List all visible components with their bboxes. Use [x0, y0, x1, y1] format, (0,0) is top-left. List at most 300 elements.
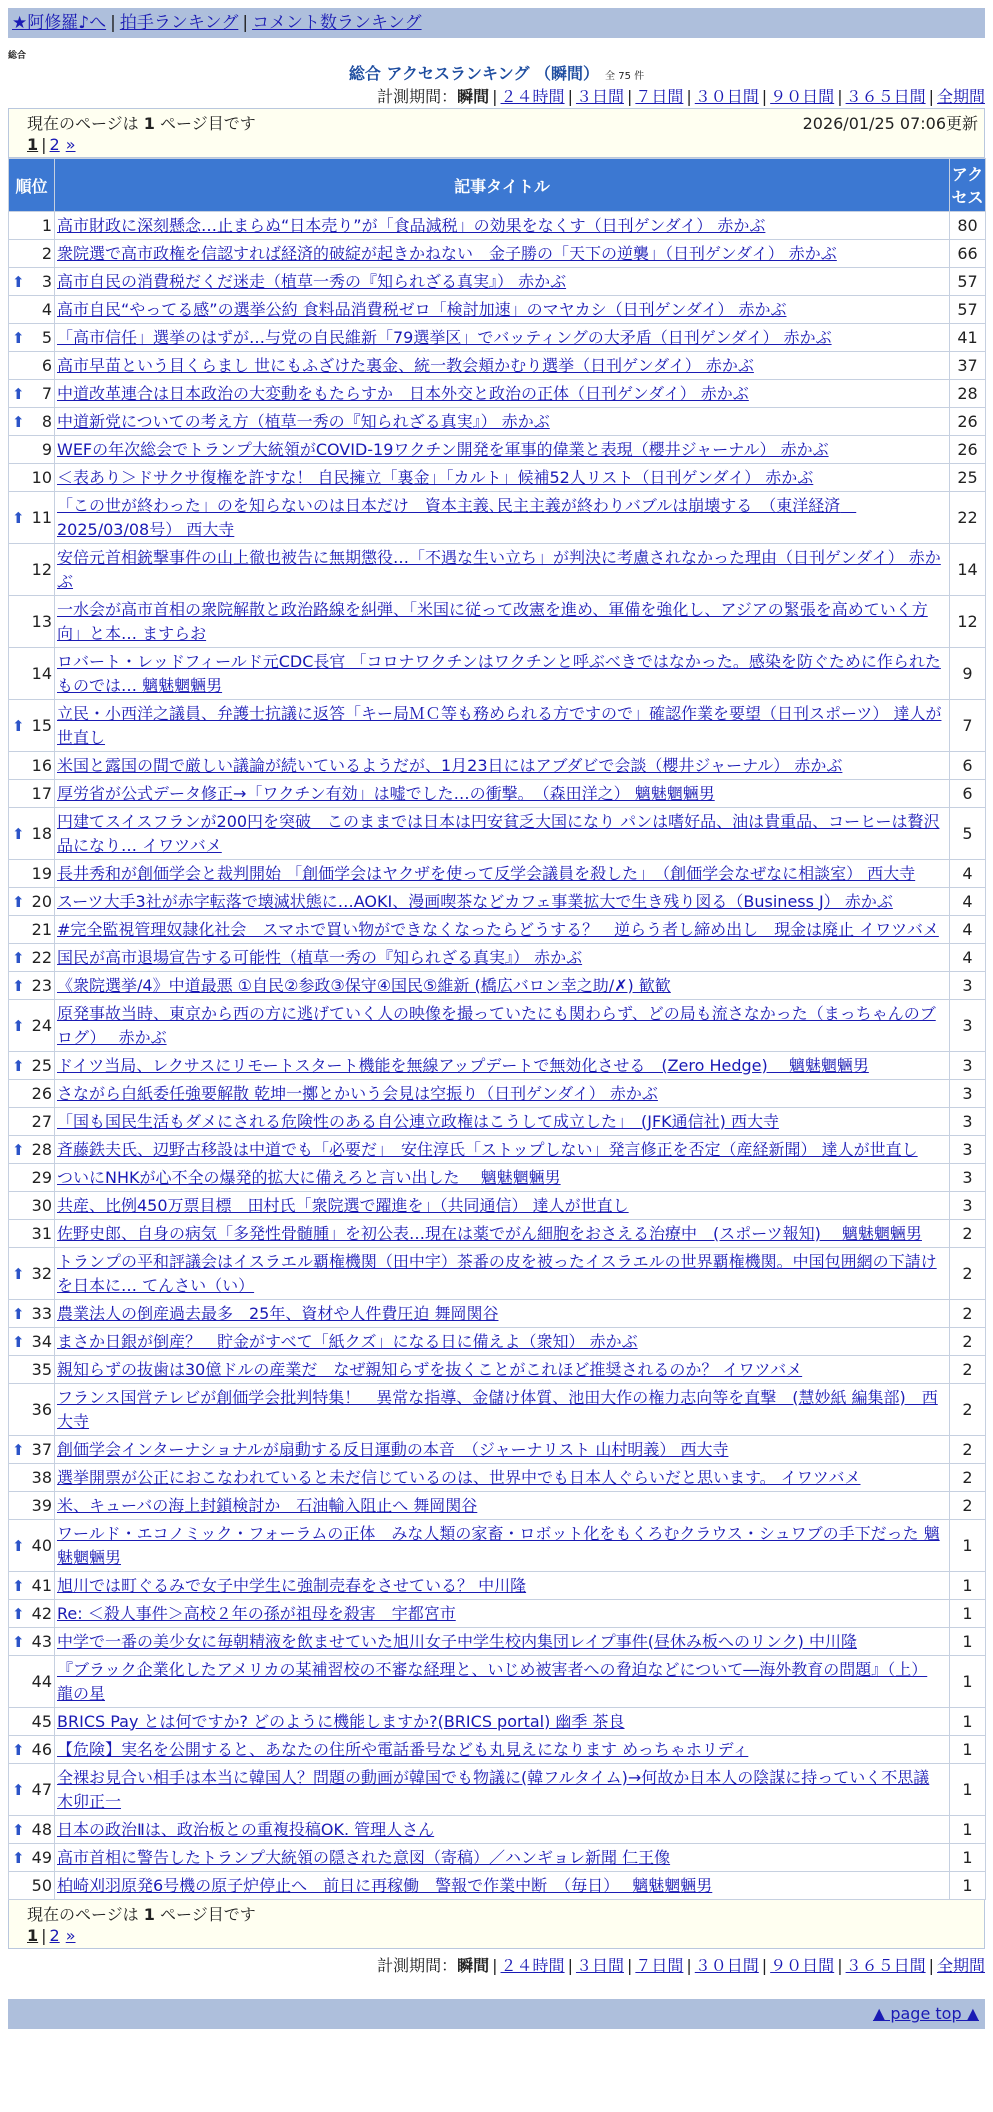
rank-cell — [9, 1844, 55, 1872]
title-cell — [55, 780, 950, 808]
article-link[interactable]: トランプの平和評議会はイスラエル覇権機関（田中宇）茶番の皮を被ったイスラエルの世界覇権機関。中国包囲網の下請けを日本に… てんさい（い） — [57, 1251, 937, 1295]
access-count: 14 — [950, 544, 986, 596]
rank-cell — [9, 1192, 55, 1220]
rank-number: 2 — [41, 244, 52, 263]
article-link[interactable]: 斉藤鉄夫氏、辺野古移設は中道でも「必要だ」 安住淳氏「ストップしない」発言修正を否定（産経新聞） 達人が世直し — [57, 1139, 918, 1159]
rank-cell — [9, 860, 55, 888]
rank-cell — [9, 1108, 55, 1136]
table-row — [9, 752, 986, 780]
article-link[interactable]: BRICS Pay とは何ですか? どのように機能しますか?(BRICS portal) 幽季 茶良 — [57, 1711, 625, 1731]
table-row — [9, 860, 986, 888]
up-arrow-icon: ⬆ — [12, 1304, 25, 1323]
rank-cell — [9, 808, 55, 860]
article-link[interactable]: 高市財政に深刻懸念…止まらぬ“日本売り”が「食品減税」の効果をなくす（日刊ゲンダイ） 赤かぶ — [57, 215, 766, 235]
access-count: 1 — [950, 1816, 986, 1844]
period-separator: | — [761, 1956, 768, 1975]
title-cell — [55, 1220, 950, 1248]
rank-number: 37 — [31, 1440, 52, 1459]
title-cell — [55, 1164, 950, 1192]
article-link[interactable]: 安倍元首相銃撃事件の山上徹也被告に無期懲役…「不遇な生い立ち」が判決に考慮されなかった理由（日刊ゲンダイ） 赤かぶ — [57, 547, 941, 591]
up-arrow-icon: ⬆ — [12, 1056, 25, 1075]
table-row — [9, 1492, 986, 1520]
article-link[interactable]: 旭川では町ぐるみで女子中学生に強制売春をさせている？ 中川隆 — [57, 1575, 527, 1595]
page-container — [8, 8, 985, 2029]
rank-number: 36 — [31, 1400, 52, 1419]
table-row — [9, 1844, 986, 1872]
article-link[interactable]: 全裸お見合い相手は本当に韓国人？問題の動画が韓国でも物議に(韓フルタイム)→何故か日本人の陰謀に持っていく不思議 木卯正一 — [57, 1767, 930, 1811]
rank-cell — [9, 648, 55, 700]
rank-number: 8 — [41, 412, 52, 431]
access-count: 1 — [950, 1872, 986, 1900]
rank-number: 20 — [31, 892, 52, 911]
article-link[interactable]: 共産、比例450万票目標 田村氏「衆院選で躍進を」（共同通信） 達人が世直し — [57, 1195, 629, 1215]
rank-cell — [9, 1656, 55, 1708]
table-row — [9, 1108, 986, 1136]
rank-cell — [9, 1708, 55, 1736]
article-link[interactable]: #完全監視管理奴隷化社会 スマホで買い物ができなくなったらどうする？ 逆らう者し締め出し 現金は廃止 イワツバメ — [57, 919, 939, 939]
access-count: 2 — [950, 1356, 986, 1384]
article-link[interactable]: 佐野史郎、自身の病気「多発性骨髄腫」を初公表…現在は薬でがん細胞をおさえる治療中 (スポーツ報知) 魑魅魍魎男 — [57, 1223, 922, 1243]
title-cell — [55, 1356, 950, 1384]
rank-cell — [9, 1248, 55, 1300]
access-count: 57 — [950, 296, 986, 324]
rank-number: 46 — [31, 1740, 52, 1759]
title-cell — [55, 464, 950, 492]
access-count: 80 — [950, 212, 986, 240]
article-link[interactable]: 『ブラック企業化したアメリカの某補習校の不審な経理と、いじめ被害者への脅迫などについて―海外教育の問題』（上） 龍の星 — [57, 1659, 928, 1703]
table-row — [9, 1220, 986, 1248]
comment-ranking-link[interactable]: コメント数ランキング — [252, 13, 422, 33]
table-row — [9, 596, 986, 648]
up-arrow-icon: ⬆ — [12, 948, 25, 967]
access-count: 3 — [950, 1192, 986, 1220]
pager-next-link[interactable]: » — [65, 135, 76, 154]
title-cell — [55, 544, 950, 596]
article-link[interactable]: 立民・小西洋之議員、弁護士抗議に返答「キー局ＭＣ等も務められる方ですので」確認作業を要望（日刊スポーツ） 達人が世直し — [57, 703, 942, 747]
ranking-heading — [8, 62, 985, 86]
article-link[interactable]: さながら白紙委任強要解散 乾坤一擲とかいう会見は空振り（日刊ゲンダイ） 赤かぶ — [57, 1083, 658, 1103]
rank-cell — [9, 352, 55, 380]
rank-cell — [9, 296, 55, 324]
up-arrow-icon: ⬆ — [12, 1604, 25, 1623]
article-link[interactable]: 柏崎刈羽原発6号機の原子炉停止へ 前日に再稼働 警報で作業中断 （毎日） 魑魅魍魎男 — [57, 1875, 713, 1895]
article-link[interactable]: 高市自民の消費税だくだ迷走（植草一秀の『知られざる真実』） 赤かぶ — [57, 271, 567, 291]
period-separator: | — [686, 1956, 692, 1975]
rank-cell — [9, 1300, 55, 1328]
rank-cell — [9, 700, 55, 752]
table-row — [9, 1328, 986, 1356]
clap-ranking-link[interactable]: 拍手ランキング — [119, 13, 239, 33]
nav-separator: | — [242, 13, 249, 33]
up-arrow-icon: ⬆ — [12, 1740, 25, 1759]
article-link[interactable]: 高市早苗という目くらまし 世にもふざけた裏金、統一教会頬かむり選挙（日刊ゲンダイ） 赤かぶ — [57, 355, 754, 375]
period-current: 瞬間 — [457, 87, 490, 106]
period-link[interactable]: ７日間 — [635, 87, 684, 106]
section-tag: 総合 — [8, 51, 27, 61]
page-title: 総合 アクセスランキング （瞬間） — [348, 64, 600, 83]
access-count: 1 — [950, 1520, 986, 1572]
rank-number: 7 — [41, 384, 52, 403]
rank-cell — [9, 596, 55, 648]
title-cell — [55, 1436, 950, 1464]
article-link[interactable]: 農業法人の倒産過去最多 25年、資材や人件費圧迫 舞岡関谷 — [57, 1303, 499, 1323]
page-top-link[interactable]: ▲ page top ▲ — [872, 2004, 979, 2023]
title-cell — [55, 268, 950, 296]
rank-cell — [9, 1000, 55, 1052]
table-row — [9, 352, 986, 380]
table-row — [9, 1164, 986, 1192]
rank-number: 48 — [31, 1820, 52, 1839]
rank-number: 31 — [31, 1224, 52, 1243]
up-arrow-icon: ⬆ — [12, 1016, 25, 1035]
up-arrow-icon: ⬆ — [12, 1140, 25, 1159]
table-row — [9, 1356, 986, 1384]
rank-cell — [9, 1628, 55, 1656]
period-selector-bottom — [8, 1951, 985, 1981]
article-link[interactable]: 《衆院選挙/4》中道最悪 ①自民②参政③保守④国民⑤維新 (橋広バロン幸之助/✗) 歓歓 — [57, 975, 671, 995]
rank-number: 13 — [31, 612, 52, 631]
rank-number: 12 — [31, 560, 52, 579]
rank-number: 33 — [31, 1304, 52, 1323]
article-link[interactable]: 選挙開票が公正におこなわれていると未だ信じているのは、世界中でも日本人ぐらいだと思います。 イワツバメ — [57, 1467, 861, 1487]
current-page-text-bottom: 現在のページは 1 ページ目です — [27, 1905, 256, 1924]
rank-number: 14 — [31, 664, 52, 683]
period-link-bottom[interactable]: ２４時間 — [500, 1956, 565, 1975]
title-cell — [55, 1764, 950, 1816]
access-count: 2 — [950, 1492, 986, 1520]
table-row — [9, 1520, 986, 1572]
article-link[interactable]: 衆院選で高市政権を信認すれば経済的破綻が起きかねない 金子勝の「天下の逆襲」（日刊ゲンダイ） 赤かぶ — [57, 243, 837, 263]
rank-cell — [9, 436, 55, 464]
table-row — [9, 888, 986, 916]
title-cell — [55, 1248, 950, 1300]
table-row — [9, 1052, 986, 1080]
article-link[interactable]: 厚労省が公式データ修正→「ワクチン有効」は嘘でした…の衝撃。 （森田洋之） 魑魅魍魎男 — [57, 783, 715, 803]
table-row — [9, 268, 986, 296]
article-link[interactable]: まさか日銀が倒産？ 貯金がすべて「紙クズ」になる日に備えよ（衆知） 赤かぶ — [57, 1331, 638, 1351]
access-count: 1 — [950, 1844, 986, 1872]
column-header-rank: 順位 — [9, 159, 55, 212]
article-link[interactable]: 中道改革連合は日本政治の大変動をもたらすか 日本外交と政治の正体（日刊ゲンダイ） 赤かぶ — [57, 383, 749, 403]
title-cell — [55, 888, 950, 916]
article-link[interactable]: ついにNHKが心不全の爆発的拡大に備えろと言い出した 魑魅魍魎男 — [57, 1167, 561, 1187]
rank-cell — [9, 1052, 55, 1080]
rank-cell — [9, 324, 55, 352]
title-cell — [55, 596, 950, 648]
rank-number: 27 — [31, 1112, 52, 1131]
title-cell — [55, 352, 950, 380]
access-count: 2 — [950, 1384, 986, 1436]
rank-cell — [9, 888, 55, 916]
access-count: 12 — [950, 596, 986, 648]
title-cell — [55, 1080, 950, 1108]
rank-number: 38 — [31, 1468, 52, 1487]
article-link[interactable]: 高市自民“やってる感”の選挙公約 食料品消費税ゼロ「検討加速」のマヤカシ（日刊ゲンダイ） 赤かぶ — [57, 299, 787, 319]
rank-number: 18 — [31, 824, 52, 843]
up-arrow-icon: ⬆ — [12, 1264, 25, 1283]
table-row — [9, 1000, 986, 1052]
rank-number: 34 — [31, 1332, 52, 1351]
access-count: 25 — [950, 464, 986, 492]
title-cell — [55, 1300, 950, 1328]
period-link-bottom[interactable]: ７日間 — [635, 1956, 684, 1975]
rank-number: 10 — [31, 468, 52, 487]
rank-cell — [9, 1080, 55, 1108]
rank-number: 19 — [31, 864, 52, 883]
table-row — [9, 1628, 986, 1656]
article-link[interactable]: 長井秀和が創価学会と裁判開始 「創価学会はヤクザを使って反学会議員を殺した」 （創価学会なぜなに相談室） 西大寺 — [57, 863, 916, 883]
access-count: 3 — [950, 1164, 986, 1192]
title-cell — [55, 1328, 950, 1356]
article-link[interactable]: Re: ＜殺人事件＞高校２年の孫が祖母を殺害 宇都宮市 — [57, 1603, 456, 1623]
updated-timestamp: 2026/01/25 07:06更新 — [802, 114, 978, 133]
rank-number: 22 — [31, 948, 52, 967]
rank-number: 28 — [31, 1140, 52, 1159]
access-count: 1 — [950, 1656, 986, 1708]
rank-cell — [9, 268, 55, 296]
table-row — [9, 1384, 986, 1436]
period-link[interactable]: ３６５日間 — [845, 87, 926, 106]
table-row — [9, 1600, 986, 1628]
title-cell — [55, 700, 950, 752]
article-link[interactable]: 一水会が高市首相の衆院解散と政治路線を糾弾、「米国に従って改憲を進め、軍備を強化し、アジアの緊張を高めていく方向」と本… ますらお — [57, 599, 928, 643]
access-count: 2 — [950, 1328, 986, 1356]
up-arrow-icon: ⬆ — [12, 508, 25, 527]
title-cell — [55, 1656, 950, 1708]
pager-current-page-bottom: 1 — [27, 1926, 39, 1945]
up-arrow-icon: ⬆ — [12, 272, 25, 291]
rank-cell — [9, 916, 55, 944]
article-link[interactable]: フランス国営テレビが創価学会批判特集！ 異常な指導、金儲け体質、池田大作の権力志向等を直撃 (慧妙紙 編集部) 西大寺 — [57, 1387, 938, 1431]
article-link[interactable]: 創価学会インターナショナルが扇動する反日運動の本音 （ジャーナリスト 山村明義） 西大寺 — [57, 1439, 729, 1459]
rank-cell — [9, 972, 55, 1000]
up-arrow-icon: ⬆ — [12, 1576, 25, 1595]
article-link[interactable]: 「この世が終わった」のを知らないのは日本だけ 資本主義､民主主義が終わりバブルは崩壊する （東洋経済 2025/03/08号） 西大寺 — [57, 495, 857, 539]
title-cell — [55, 1844, 950, 1872]
period-separator: | — [761, 87, 768, 106]
pager-page-2[interactable]: 2 — [49, 135, 60, 154]
ranking-table — [8, 158, 986, 1900]
period-link[interactable]: ２４時間 — [500, 87, 565, 106]
up-arrow-icon: ⬆ — [12, 384, 25, 403]
period-separator: | — [928, 87, 934, 106]
pager-bottom: 1 | 2 » — [27, 1926, 76, 1945]
rank-cell — [9, 1328, 55, 1356]
period-link[interactable]: ９０日間 — [770, 87, 835, 106]
access-count: 6 — [950, 752, 986, 780]
article-link[interactable]: 【危険】実名を公開すると、あなたの住所や電話番号なども丸見えになります めっちゃホリディ — [57, 1739, 749, 1759]
access-count: 1 — [950, 1708, 986, 1736]
title-cell — [55, 1464, 950, 1492]
period-separator: | — [928, 1956, 934, 1975]
article-link[interactable]: 米国と露国の間で厳しい議論が続いているようだが、1月23日にはアブダビで会談（櫻井ジャーナル） 赤かぶ — [57, 755, 843, 775]
up-arrow-icon: ⬆ — [12, 1848, 25, 1867]
title-cell — [55, 1736, 950, 1764]
pager-top: 1 | 2 » — [27, 135, 76, 154]
period-link-bottom[interactable]: ３６５日間 — [845, 1956, 926, 1975]
pager-page-2-bottom[interactable]: 2 — [49, 1926, 60, 1945]
access-count: 2 — [950, 1300, 986, 1328]
period-link[interactable]: ３日間 — [575, 87, 624, 106]
access-count: 3 — [950, 1108, 986, 1136]
article-link[interactable]: 高市首相に警告したトランプ大統領の隠された意図（寄稿）／ハンギョレ新聞 仁王像 — [57, 1847, 671, 1867]
rank-cell — [9, 944, 55, 972]
top-navigation-bar — [8, 8, 985, 38]
period-link-bottom[interactable]: ３０日間 — [694, 1956, 759, 1975]
period-separator: | — [837, 1956, 843, 1975]
article-link[interactable]: 「高市信任」選挙のはずが…与党の自民維新「79選挙区」でバッティングの大矛盾（日刊ゲンダイ） 赤かぶ — [57, 327, 832, 347]
table-row — [9, 1816, 986, 1844]
rank-cell — [9, 1872, 55, 1900]
table-row — [9, 1136, 986, 1164]
access-count: 22 — [950, 492, 986, 544]
article-link[interactable]: 円建てスイスフランが200円を突破 このままでは日本は円安貧乏大国になり パンは嗜好品、油は貴重品、コーヒーは贅沢品になり… イワツバメ — [57, 811, 940, 855]
rank-cell — [9, 212, 55, 240]
table-row — [9, 1656, 986, 1708]
title-cell — [55, 860, 950, 888]
table-row — [9, 1248, 986, 1300]
rank-number: 29 — [31, 1168, 52, 1187]
access-count: 1 — [950, 1764, 986, 1816]
rank-number: 5 — [41, 328, 52, 347]
rank-cell — [9, 1436, 55, 1464]
pager-next-link-bottom[interactable]: » — [65, 1926, 76, 1945]
title-cell — [55, 1572, 950, 1600]
title-cell — [55, 1492, 950, 1520]
article-link[interactable]: 親知らずの抜歯は30億ドルの産業だ なぜ親知らずを抜くことがこれほど推奨されるのか？ イワツバメ — [57, 1359, 803, 1379]
period-separator: | — [686, 87, 692, 106]
period-link[interactable]: 全期間 — [936, 87, 985, 106]
pager-current-page: 1 — [27, 135, 39, 154]
rank-cell — [9, 1764, 55, 1816]
title-cell — [55, 1520, 950, 1572]
title-cell — [55, 1384, 950, 1436]
title-cell — [55, 1872, 950, 1900]
article-link[interactable]: 原発事故当時、東京から西の方に逃げていく人の映像を撮っていたにも関わらず、どの局も流さなかった（まっちゃんのブログ） 赤かぶ — [57, 1003, 936, 1047]
access-count: 5 — [950, 808, 986, 860]
table-row — [9, 1872, 986, 1900]
title-cell — [55, 1816, 950, 1844]
table-row — [9, 944, 986, 972]
rank-cell — [9, 380, 55, 408]
article-link[interactable]: ＜表あり＞ドサクサ復権を許すな！ 自民擁立「裏金」「カルト」候補52人リスト（日刊ゲンダイ） 赤かぶ — [57, 467, 814, 487]
rank-cell — [9, 1492, 55, 1520]
table-row — [9, 1464, 986, 1492]
access-count: 57 — [950, 268, 986, 296]
access-count: 7 — [950, 700, 986, 752]
rank-number: 42 — [31, 1604, 52, 1623]
article-link[interactable]: 米、キューバの海上封鎖検討か 石油輸入阻止へ 舞岡関谷 — [57, 1495, 478, 1515]
access-count: 41 — [950, 324, 986, 352]
access-count: 26 — [950, 408, 986, 436]
access-count: 1 — [950, 1628, 986, 1656]
article-link[interactable]: WEFの年次総会でトランプ大統領がCOVID-19ワクチン開発を軍事的偉業と表現（櫻井ジャーナル） 赤かぶ — [57, 439, 829, 459]
rank-cell — [9, 544, 55, 596]
rank-number: 39 — [31, 1496, 52, 1515]
rank-cell — [9, 1464, 55, 1492]
rank-number: 44 — [31, 1672, 52, 1691]
up-arrow-icon: ⬆ — [12, 328, 25, 347]
ranking-rows — [9, 212, 986, 1900]
period-separator: | — [626, 87, 633, 106]
nav-separator: | — [110, 13, 116, 33]
rank-number: 3 — [41, 272, 52, 291]
home-link[interactable]: ★阿修羅♪へ — [12, 13, 107, 33]
period-link-bottom[interactable]: ３日間 — [575, 1956, 624, 1975]
access-count: 4 — [950, 888, 986, 916]
table-row — [9, 1708, 986, 1736]
article-link[interactable]: スーツ大手3社が赤字転落で壊滅状態に…AOKI、漫画喫茶などカフェ事業拡大で生き残り図る（Business J） 赤かぶ — [57, 891, 893, 911]
up-arrow-icon: ⬆ — [12, 412, 25, 431]
rank-cell — [9, 1520, 55, 1572]
title-cell — [55, 972, 950, 1000]
access-count: 6 — [950, 780, 986, 808]
title-cell — [55, 212, 950, 240]
period-link-bottom[interactable]: 全期間 — [936, 1956, 985, 1975]
access-count: 3 — [950, 1136, 986, 1164]
title-cell — [55, 240, 950, 268]
period-label-bottom: 計測期間： — [377, 1956, 458, 1975]
article-link[interactable]: ドイツ当局、レクサスにリモートスタート機能を無線アップデートで無効化させる (Zero Hedge) 魑魅魍魎男 — [57, 1055, 869, 1075]
rank-cell — [9, 240, 55, 268]
rank-number: 41 — [31, 1576, 52, 1595]
title-cell — [55, 380, 950, 408]
access-count: 1 — [950, 1736, 986, 1764]
rank-number: 15 — [31, 716, 52, 735]
article-link[interactable]: 中学で一番の美少女に毎朝精液を飲ませていた旭川女子中学生校内集団レイプ事件(昼休み板へのリンク) 中川隆 — [57, 1631, 857, 1651]
table-row — [9, 296, 986, 324]
access-count: 2 — [950, 1220, 986, 1248]
table-row — [9, 408, 986, 436]
article-link[interactable]: ワールド・エコノミック・フォーラムの正体 みな人類の家畜・ロボット化をもくろむクラウス・シュワブの手下だった 魑魅魍魎男 — [57, 1523, 940, 1567]
access-count: 66 — [950, 240, 986, 268]
period-label: 計測期間： — [377, 87, 458, 106]
table-row — [9, 972, 986, 1000]
table-row — [9, 1436, 986, 1464]
table-row — [9, 780, 986, 808]
up-arrow-icon: ⬆ — [12, 1780, 25, 1799]
table-row — [9, 1572, 986, 1600]
table-row — [9, 464, 986, 492]
access-count: 9 — [950, 648, 986, 700]
page-info-top — [8, 108, 985, 158]
article-link[interactable]: 「国も国民生活もダメにされる危険性のある自公連立政権はこうして成立した」 (JFK通信社) 西大寺 — [57, 1111, 779, 1131]
rank-cell — [9, 1356, 55, 1384]
access-count: 3 — [950, 1052, 986, 1080]
article-link[interactable]: 中道新党についての考え方（植草一秀の『知られざる真実』） 赤かぶ — [57, 411, 550, 431]
rank-number: 21 — [31, 920, 52, 939]
rank-number: 50 — [31, 1876, 52, 1895]
rank-number: 24 — [31, 1016, 52, 1035]
title-cell — [55, 492, 950, 544]
table-row — [9, 380, 986, 408]
title-cell — [55, 1136, 950, 1164]
article-link[interactable]: 国民が高市退場宣告する可能性（植草一秀の『知られざる真実』） 赤かぶ — [57, 947, 583, 967]
period-link-bottom[interactable]: ９０日間 — [770, 1956, 835, 1975]
rank-cell — [9, 1220, 55, 1248]
access-count: 28 — [950, 380, 986, 408]
period-link[interactable]: ３０日間 — [694, 87, 759, 106]
title-cell — [55, 752, 950, 780]
rank-cell — [9, 1136, 55, 1164]
access-count: 3 — [950, 1080, 986, 1108]
rank-cell — [9, 1384, 55, 1436]
period-current-bottom: 瞬間 — [457, 1956, 490, 1975]
title-cell — [55, 296, 950, 324]
article-link[interactable]: ロバート・レッドフィールド元CDC長官 「コロナワクチンはワクチンと呼ぶべきではなかった。感染を防ぐために作られたものでは… 魑魅魍魎男 — [57, 651, 941, 695]
period-separator: | — [626, 1956, 633, 1975]
article-link[interactable]: 日本の政治Ⅱは、政治板との重複投稿OK. 管理人さん — [57, 1819, 435, 1839]
